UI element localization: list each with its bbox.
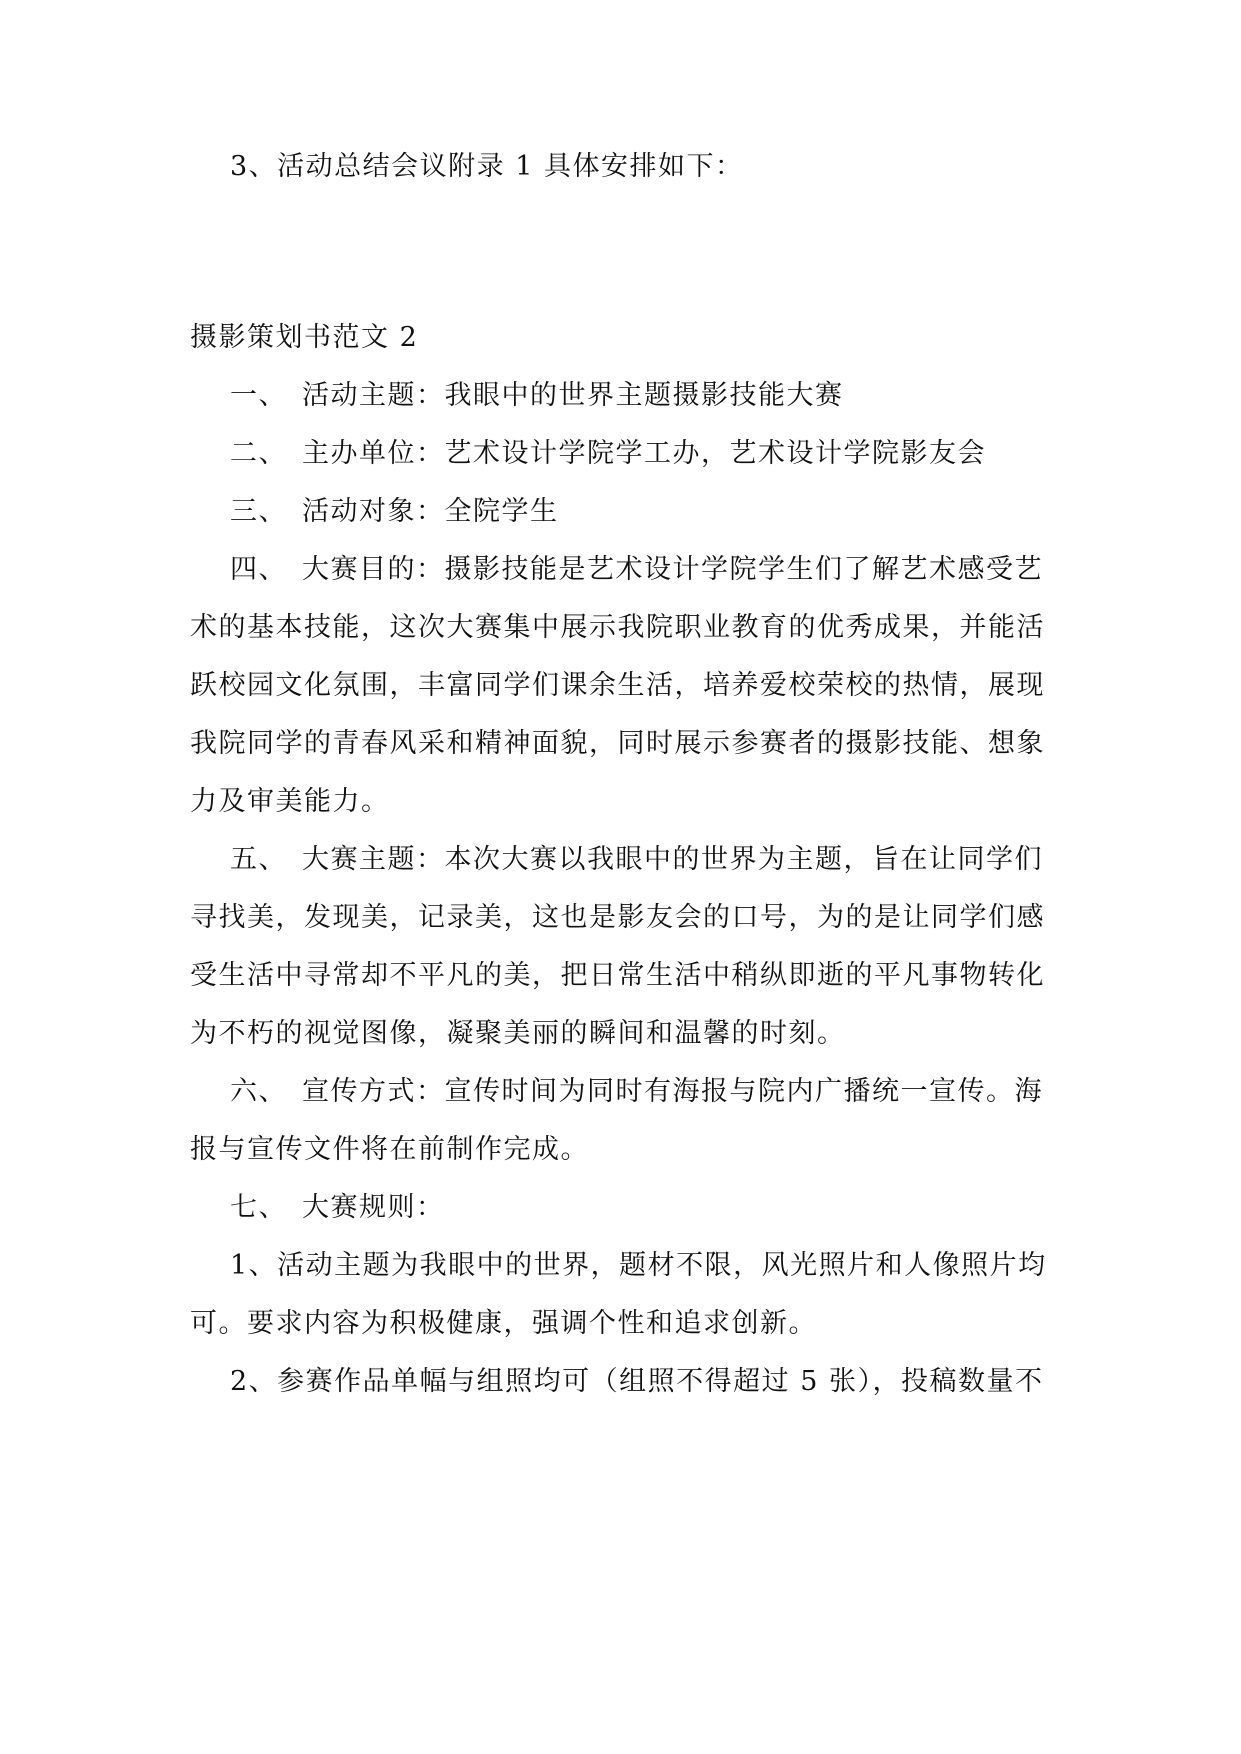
list-item-text: 大赛目的：摄影技能是艺术设计学院学生们了解艺术感受艺	[302, 554, 1043, 585]
paragraph-line: 寻找美，发现美，记录美，这也是影友会的口号，为的是让同学们感	[190, 902, 1045, 933]
list-item-label: 六、	[230, 1076, 287, 1107]
list-item	[230, 550, 1100, 590]
paragraph-line: 跃校园文化氛围，丰富同学们课余生活，培养爱校荣校的热情，展现	[190, 670, 1045, 701]
paragraph-line: 为不朽的视觉图像，凝聚美丽的瞬间和温馨的时刻。	[190, 1018, 846, 1049]
paragraph-line: 可。要求内容为积极健康，强调个性和追求创新。	[190, 1308, 817, 1339]
list-item-text: 大赛规则：	[302, 1192, 445, 1223]
list-item	[230, 840, 1100, 880]
section-title: 摄影策划书范文 2	[190, 322, 419, 353]
paragraph-line: 受生活中寻常却不平凡的美，把日常生活中稍纵即逝的平凡事物转化	[190, 960, 1045, 991]
list-item-text: 宣传方式：宣传时间为同时有海报与院内广播统一宣传。海	[302, 1076, 1043, 1107]
list-item	[230, 1072, 1100, 1112]
paragraph-line: 报与宣传文件将在前制作完成。	[190, 1134, 589, 1165]
intro-line: 3、活动总结会议附录 1 具体安排如下：	[230, 151, 744, 182]
list-item	[230, 376, 1100, 416]
list-item-label: 四、	[230, 554, 287, 585]
list-item-text: 大赛主题：本次大赛以我眼中的世界为主题，旨在让同学们	[302, 844, 1043, 875]
list-item	[230, 492, 1100, 532]
list-item-label: 二、	[230, 438, 287, 469]
list-item-label: 七、	[230, 1192, 287, 1223]
list-item	[230, 1188, 1100, 1228]
paragraph-line: 力及审美能力。	[190, 786, 390, 817]
list-item-text: 活动对象：全院学生	[302, 496, 559, 527]
paragraph-line: 术的基本技能，这次大赛集中展示我院职业教育的优秀成果，并能活	[190, 612, 1045, 643]
list-item-label: 三、	[230, 496, 287, 527]
paragraph-line: 我院同学的青春风采和精神面貌，同时展示参赛者的摄影技能、想象	[190, 728, 1045, 759]
list-item-text: 活动主题：我眼中的世界主题摄影技能大赛	[302, 380, 844, 411]
list-item-label: 五、	[230, 844, 287, 875]
rule-line: 1、活动主题为我眼中的世界，题材不限，风光照片和人像照片均	[230, 1250, 1047, 1281]
rule-line: 2、参赛作品单幅与组照均可（组照不得超过 5 张），投稿数量不	[230, 1366, 1044, 1397]
list-item-text: 主办单位：艺术设计学院学工办，艺术设计学院影友会	[302, 438, 986, 469]
list-item-label: 一、	[230, 380, 287, 411]
list-item	[230, 434, 1100, 474]
